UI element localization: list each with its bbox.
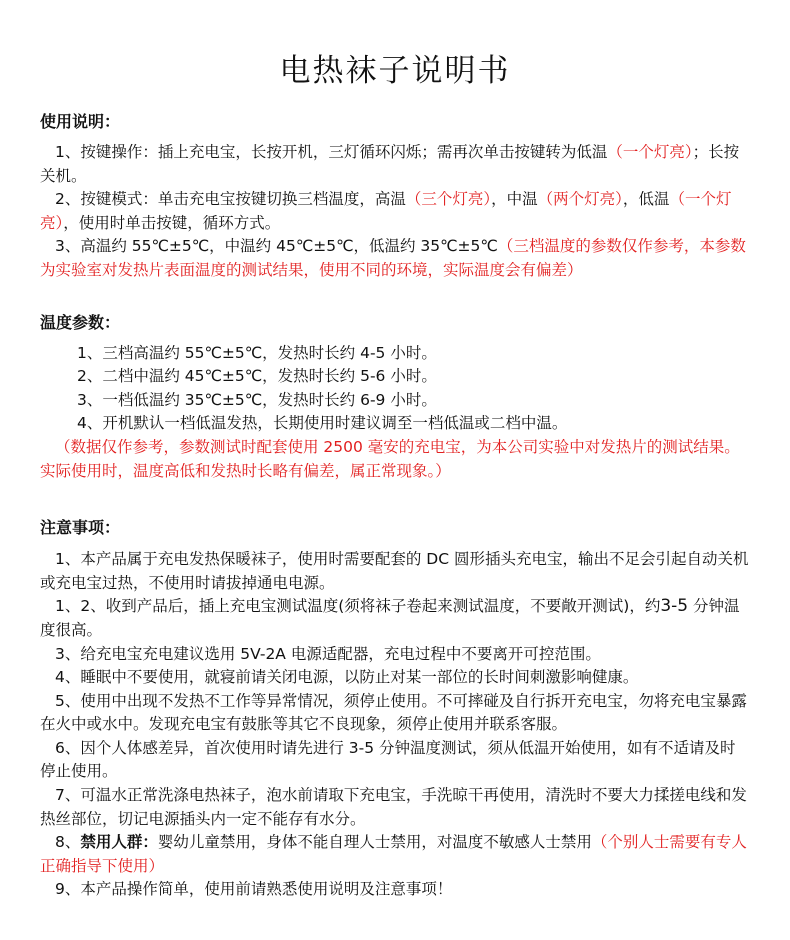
temperature-list	[40, 342, 750, 436]
usage-heading: 使用说明：	[40, 112, 121, 131]
notes-item-1: 1、本产品属于充电发热保暖袜子，使用时需要配套的 DC 圆形插头充电宝，输出不足会引起自动关机或充电宝过热，不使用时请拔掉通电电源。	[40, 550, 749, 592]
temperature-disclaimer: （数据仅作参考，参数测试时配套使用 2500 毫安的充电宝，为本公司实验中对发热片的测试结果。实际使用时，温度高低和发热时长略有偏差，属正常现象。）	[40, 437, 740, 480]
restricted-users-label: 禁用人群：	[80, 833, 158, 852]
notes-item-3: 3、给充电宝充电建议选用 5V-2A 电源适配器，充电过程中不要离开可控范围。	[55, 644, 601, 663]
document-title: 电热袜子说明书	[279, 53, 511, 89]
notes-item-9: 9、本产品操作简单，使用前请熟悉使用说明及注意事项！	[55, 880, 453, 899]
usage-list	[40, 141, 750, 283]
temperature-item: 4、开机默认一档低温发热，长期使用时建议调至一档低温或二档中温。	[77, 414, 568, 433]
notes-item-2: 1、2、收到产品后，插上充电宝测试温度(须将袜子卷起来测试温度，不要敞开测试)，约3-5 分钟温度很高。	[40, 596, 740, 639]
notes-heading: 注意事项：	[40, 518, 121, 538]
notes-item-8: 8、禁用人群：婴幼儿童禁用，身体不能自理人士禁用，对温度不敏感人士禁用（个别人士需要有专人正确指导下使用）	[40, 833, 747, 875]
temperature-item: 2、二档中温约 45℃±5℃，发热时长约 5-6 小时。	[77, 367, 437, 386]
temperature-item: 1、三档高温约 55℃±5℃，发热时长约 4-5 小时。	[77, 343, 437, 362]
temperature-item: 3、一档低温约 35℃±5℃，发热时长约 6-9 小时。	[77, 390, 437, 409]
temperature-heading: 温度参数：	[40, 312, 121, 332]
usage-item-2: 2、按键模式：单击充电宝按键切换三档温度，高温（三个灯亮），中温（两个灯亮），低温（一个灯亮），使用时单击按键，循环方式。	[40, 190, 732, 232]
notes-item-6: 6、因个人体感差异，首次使用时请先进行 3-5 分钟温度测试，须从低温开始使用，如有不适请及时停止使用。	[40, 738, 736, 781]
notes-item-4: 4、睡眠中不要使用，就寝前请关闭电源，以防止对某一部位的长时间刺激影响健康。	[55, 668, 639, 687]
notes-item-5: 5、使用中出现不发热不工作等异常情况，须停止使用。不可摔碰及自行拆开充电宝，勿将充电宝暴露在火中或水中。发现充电宝有鼓胀等其它不良现象，须停止使用并联系客服。	[40, 691, 747, 734]
usage-item-3: 3、高温约 55℃±5℃，中温约 45℃±5℃，低温约 35℃±5℃（三档温度的参数仅作参考，本参数为实验室对发热片表面温度的测试结果，使用不同的环境，实际温度会有偏差）	[40, 237, 746, 279]
notes-item-7: 7、可温水正常洗涤电热袜子，泡水前请取下充电宝，手洗晾干再使用，清洗时不要大力揉搓电线和发热丝部位，切记电源插头内一定不能存有水分。	[40, 786, 747, 828]
usage-item-1: 1、按键操作：插上充电宝，长按开机，三灯循环闪烁；需再次单击按键转为低温（一个灯亮）；长按关机。	[40, 143, 740, 185]
notes-list	[40, 548, 750, 902]
